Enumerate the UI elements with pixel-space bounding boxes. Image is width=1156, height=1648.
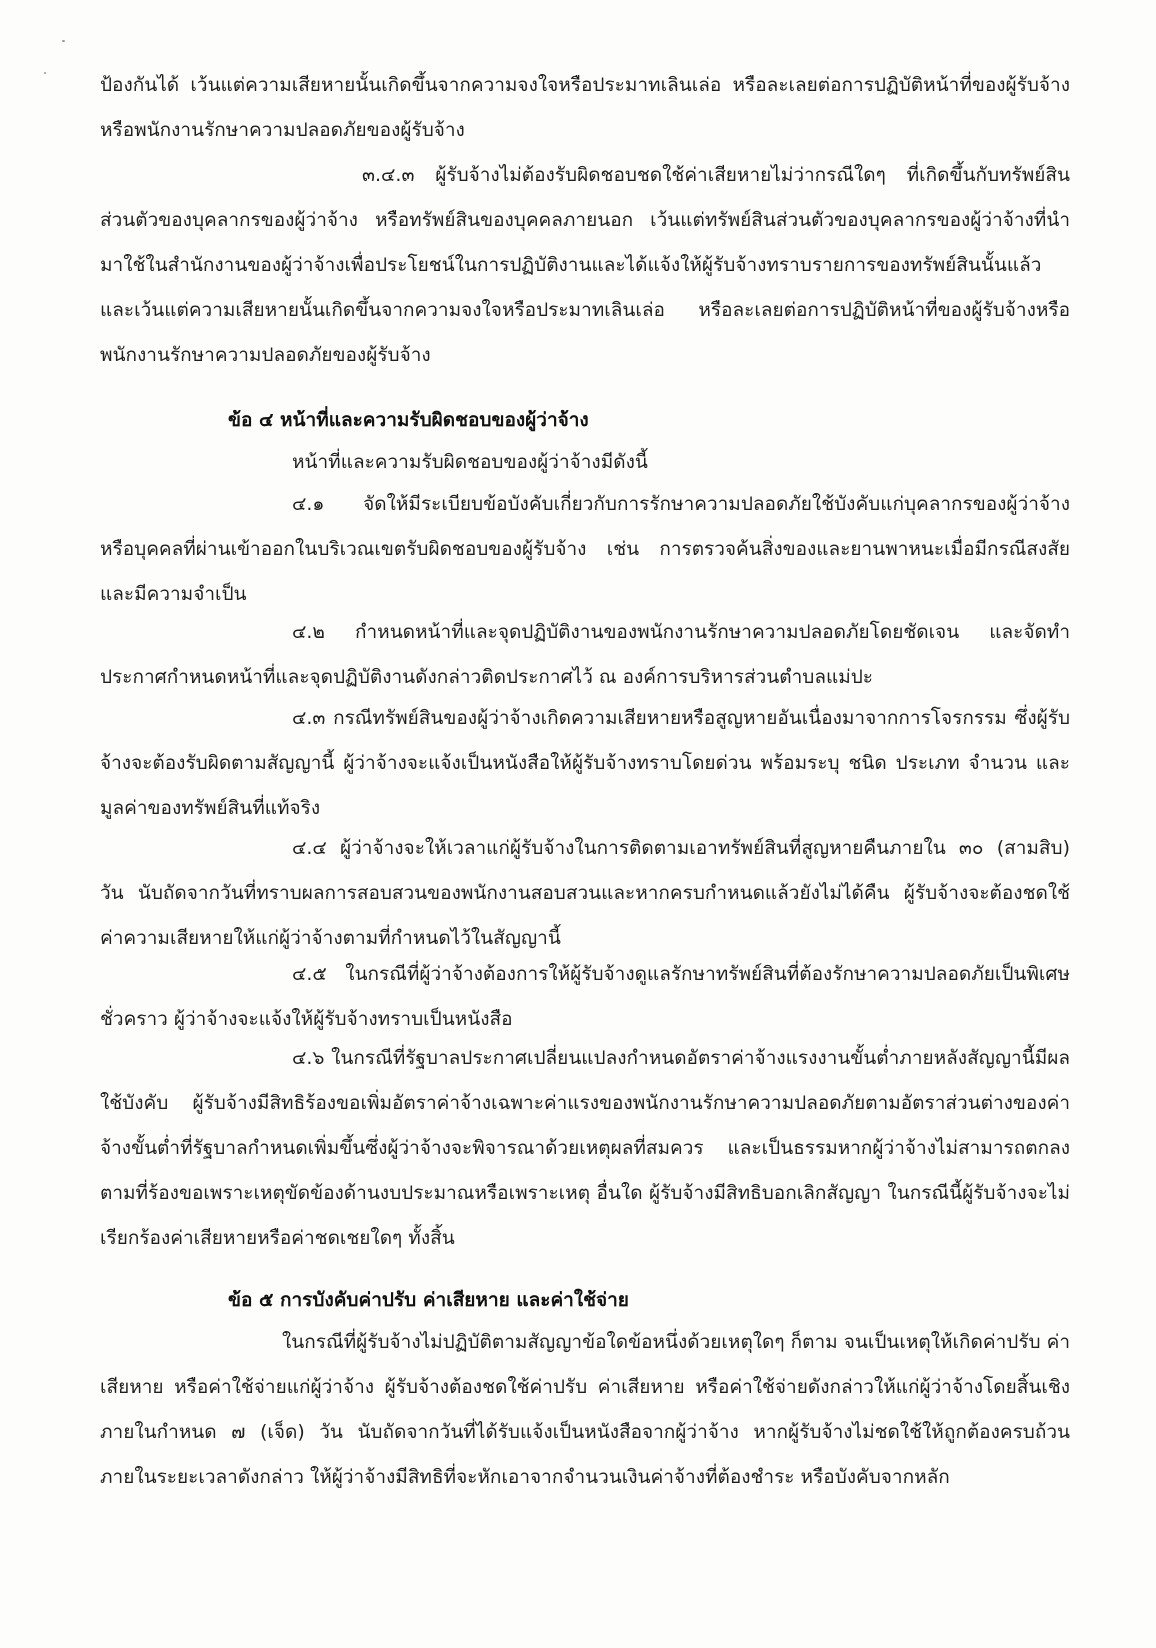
paragraph-5: ในกรณีที่ผู้รับจ้างไม่ปฏิบัติตามสัญญาข้อใดข้อหนึ่งด้วยเหตุใดๆ ก็ตาม จนเป็นเหตุให้เกิดค่าปรับ ค่าเสียหาย หรือค่าใช้จ่ายแก่ผู้ว่าจ้าง ผู้รับจ้างต้องชดใช้ค่าปรับ ค่าเสียหาย หรือค่าใช้จ่ายดังกล่าวให้แก่ผู้ว่าจ้างโดยสิ้นเชิงภายในกำหนด ๗ (เจ็ด) วัน นับถัดจากวันที่ได้รับแจ้งเป็นหนังสือจากผู้ว่าจ้าง หากผู้รับจ้างไม่ชดใช้ให้ถูกต้องครบถ้วนภายในระยะเวลาดังกล่าว ให้ผู้ว่าจ้างมีสิทธิที่จะหักเอาจากจำนวนเงินค่าจ้างที่ต้องชำระ หรือบังคับจากหลัก bbox=[100, 1331, 1070, 1488]
paragraph-4-5: ๔.๕ ในกรณีที่ผู้ว่าจ้างต้องการให้ผู้รับจ้างดูแลรักษาทรัพย์สินที่ต้องรักษาความปลอดภัยเป็นพิเศษชั่วคราว ผู้ว่าจ้างจะแจ้งให้ผู้รับจ้างทราบเป็นหนังสือ bbox=[100, 963, 1070, 1030]
paragraph-continuation: ป้องกันได้ เว้นแต่ความเสียหายนั้นเกิดขึ้นจากความจงใจหรือประมาทเลินเล่อ หรือละเลยต่อการปฏิบัติหน้าที่ของผู้รับจ้างหรือพนักงานรักษาความปลอดภัยของผู้รับจ้าง bbox=[100, 74, 1070, 141]
paragraph-4-1: ๔.๑ จัดให้มีระเบียบข้อบังคับเกี่ยวกับการรักษาความปลอดภัยใช้บังคับแก่บุคลากรของผู้ว่าจ้าง หรือบุคคลที่ผ่านเข้าออกในบริเวณเขตรับผิดชอบของผู้รับจ้าง เช่น การตรวจค้นสิ่งของและยานพาหนะเมื่อมีกรณีสงสัยและมีความจำเป็น bbox=[100, 493, 1070, 605]
paragraph-4-2: ๔.๒ กำหนดหน้าที่และจุดปฏิบัติงานของพนักงานรักษาความปลอดภัยโดยชัดเจน และจัดทำประกาศกำหนดหน้าที่และจุดปฏิบัติงานดังกล่าวติดประกาศไว้ ณ องค์การบริหารส่วนตำบลแม่ปะ bbox=[100, 621, 1070, 688]
paragraph-4-3: ๔.๓ กรณีทรัพย์สินของผู้ว่าจ้างเกิดความเสียหายหรือสูญหายอันเนื่องมาจากการโจรกรรม ซึ่งผู้รับจ้างจะต้องรับผิดตามสัญญานี้ ผู้ว่าจ้างจะแจ้งเป็นหนังสือให้ผู้รับจ้างทราบโดยด่วน พร้อมระบุ ชนิด ประเภท จำนวน และมูลค่าของทรัพย์สินที่แท้จริง bbox=[100, 707, 1070, 819]
section-4-heading: ข้อ ๔ หน้าที่และความรับผิดชอบของผู้ว่าจ้าง bbox=[228, 409, 589, 431]
section-4-intro: หน้าที่และความรับผิดชอบของผู้ว่าจ้างมีดังนี้ bbox=[292, 451, 648, 473]
scan-speck bbox=[62, 40, 65, 42]
section-5-heading: ข้อ ๕ การบังคับค่าปรับ ค่าเสียหาย และค่าใช้จ่าย bbox=[228, 1289, 629, 1311]
paragraph-4-6: ๔.๖ ในกรณีที่รัฐบาลประกาศเปลี่ยนแปลงกำหนดอัตราค่าจ้างแรงงานขั้นต่ำภายหลังสัญญานี้มีผลใช้บังคับ ผู้รับจ้างมีสิทธิร้องขอเพิ่มอัตราค่าจ้างเฉพาะค่าแรงของพนักงานรักษาความปลอดภัยตามอัตราส่วนต่างของค่าจ้างขั้นต่ำที่รัฐบาลกำหนดเพิ่มขึ้นซึ่งผู้ว่าจ้างจะพิจารณาด้วยเหตุผลที่สมควร และเป็นธรรมหากผู้ว่าจ้างไม่สามารถตกลงตามที่ร้องขอเพราะเหตุขัดข้องด้านงบประมาณหรือเพราะเหตุ อื่นใด ผู้รับจ้างมีสิทธิบอกเลิกสัญญา ในกรณีนี้ผู้รับจ้างจะไม่เรียกร้องค่าเสียหายหรือค่าชดเชยใดๆ ทั้งสิ้น bbox=[100, 1047, 1070, 1249]
scan-speck bbox=[44, 72, 46, 74]
paragraph-3-4-3: ๓.๔.๓ ผู้รับจ้างไม่ต้องรับผิดชอบชดใช้ค่าเสียหายไม่ว่ากรณีใดๆ ที่เกิดขึ้นกับทรัพย์สินส่วนตัวของบุคลากรของผู้ว่าจ้าง หรือทรัพย์สินของบุคคลภายนอก เว้นแต่ทรัพย์สินส่วนตัวของบุคลากรของผู้ว่าจ้างที่นำมาใช้ในสำนักงานของผู้ว่าจ้างเพื่อประโยชน์ในการปฏิบัติงานและได้แจ้งให้ผู้รับจ้างทราบรายการของทรัพย์สินนั้นแล้ว และเว้นแต่ความเสียหายนั้นเกิดขึ้นจากความจงใจหรือประมาทเลินเล่อ หรือละเลยต่อการปฏิบัติหน้าที่ของผู้รับจ้างหรือพนักงานรักษาความปลอดภัยของผู้รับจ้าง bbox=[100, 164, 1070, 366]
paragraph-4-4: ๔.๔ ผู้ว่าจ้างจะให้เวลาแก่ผู้รับจ้างในการติดตามเอาทรัพย์สินที่สูญหายคืนภายใน ๓๐ (สามสิบ) วัน นับถัดจากวันที่ทราบผลการสอบสวนของพนักงานสอบสวนและหากครบกำหนดแล้วยังไม่ได้คืน ผู้รับจ้างจะต้องชดใช้ค่าความเสียหายให้แก่ผู้ว่าจ้างตามที่กำหนดไว้ในสัญญานี้ bbox=[100, 837, 1070, 949]
